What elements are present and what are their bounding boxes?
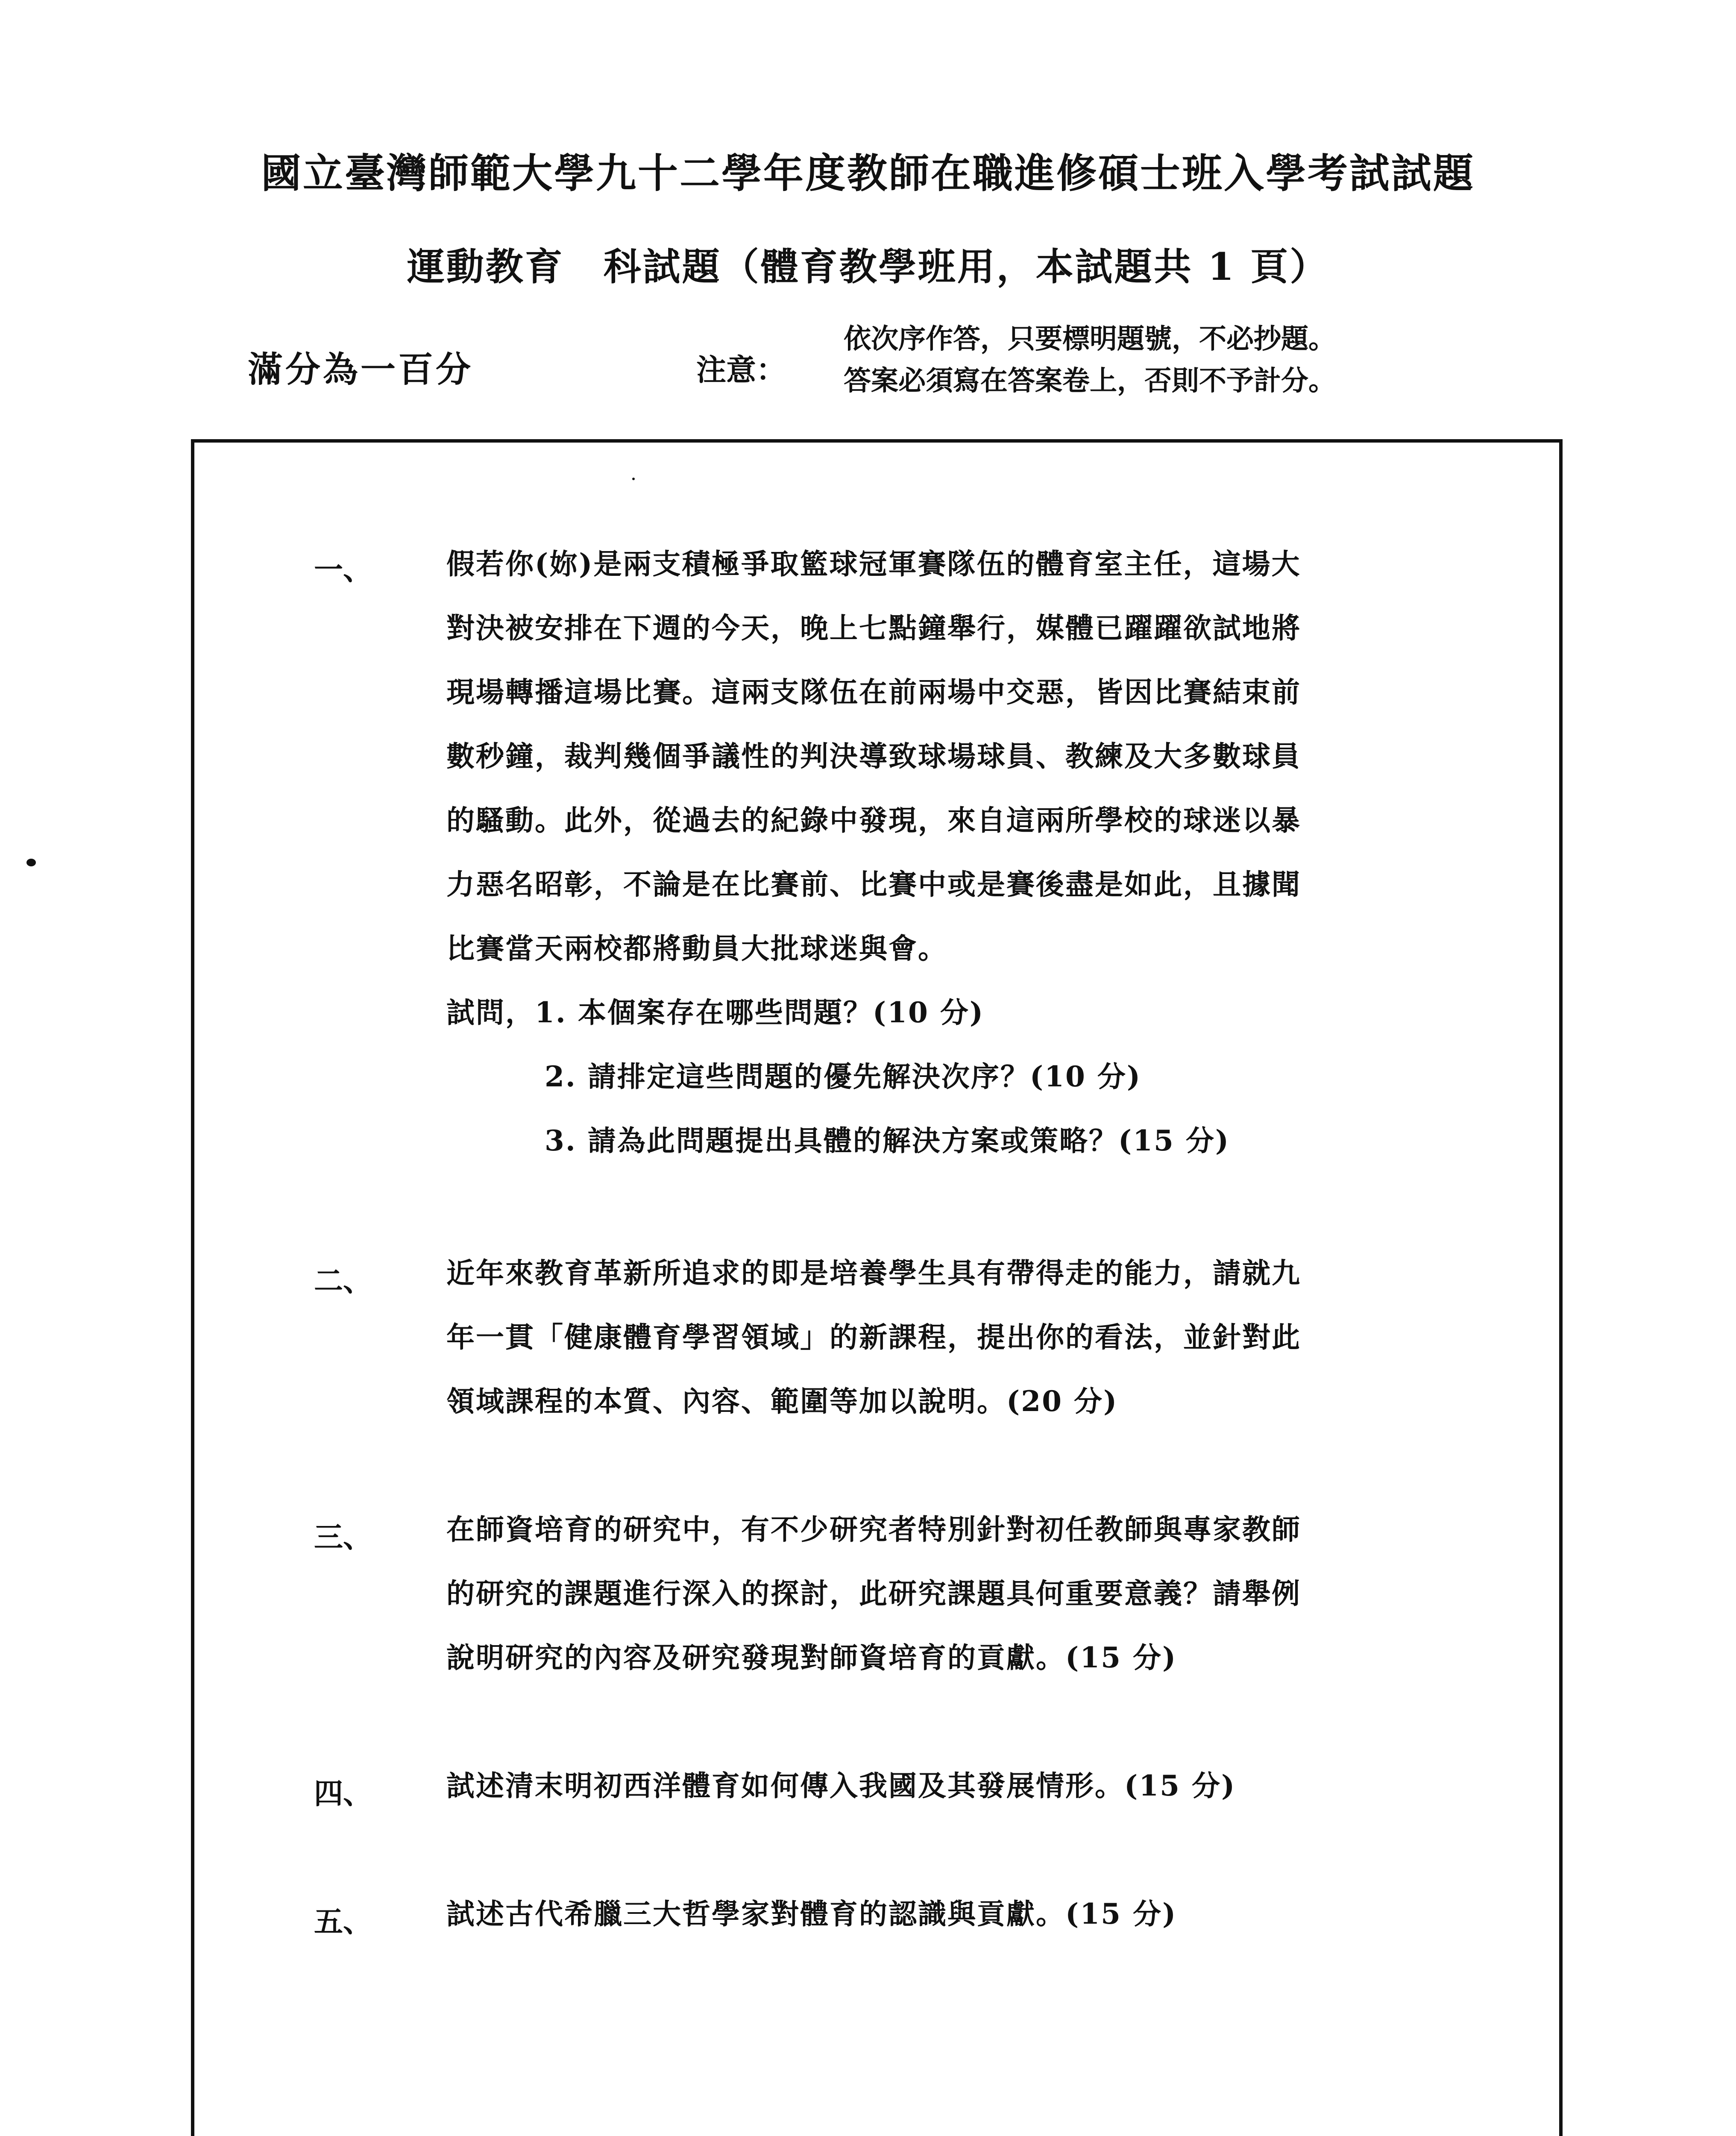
question-line: 的研究的課題進行深入的探討，此研究課題具何重要意義？請舉例: [446, 1577, 1301, 1610]
notice-line: 依次序作答，只要標明題號，不必抄題。: [844, 323, 1336, 355]
sub-item: 2. 請排定這些問題的優先解決次序？(10 分): [545, 1060, 1142, 1093]
question-line: 力惡名昭彰，不論是在比賽前、比賽中或是賽後盡是如此，且據聞: [446, 868, 1301, 901]
question-line: 對決被安排在下週的今天，晚上七點鐘舉行，媒體已躍躍欲試地將: [446, 611, 1301, 645]
question-line: 在師資培育的研究中，有不少研究者特別針對初任教師與專家教師: [446, 1513, 1301, 1546]
question-2-text: [446, 1241, 1301, 1433]
question-line: 現場轉播這場比賽。這兩支隊伍在前兩場中交惡，皆因比賽結束前: [446, 675, 1301, 709]
question-2-number: 二、: [314, 1264, 372, 1298]
notice-label: 注意：: [696, 352, 786, 387]
scan-speck: [26, 859, 36, 866]
question-3-text: [446, 1497, 1301, 1690]
question-line: 說明研究的內容及研究發現對師資培育的貢獻。(15 分): [446, 1641, 1177, 1674]
sub-item: 試問，1. 本個案存在哪些問題？(10 分): [446, 996, 985, 1029]
question-4-number: 四、: [314, 1777, 372, 1811]
full-score-label: 滿分為一百分: [248, 349, 474, 390]
question-4-text: [446, 1754, 1236, 1818]
notice-text: [844, 318, 1336, 402]
question-line: 試述清末明初西洋體育如何傳入我國及其發展情形。(15 分): [446, 1769, 1236, 1802]
question-1-subitems-cont: [545, 1045, 1230, 1173]
question-1-text: [446, 532, 1301, 980]
question-line: 試述古代希臘三大哲學家對體育的認識與貢獻。(15 分): [446, 1897, 1177, 1931]
question-1-subitems: [446, 980, 984, 1045]
question-1-number: 一、: [314, 553, 372, 587]
question-line: 數秒鐘，裁判幾個爭議性的判決導致球場球員、教練及大多數球員: [446, 739, 1301, 773]
question-line: 比賽當天兩校都將動員大批球迷與會。: [446, 932, 947, 965]
question-5-number: 五、: [314, 1905, 372, 1939]
question-line: 近年來教育革新所追求的即是培養學生具有帶得走的能力，請就九: [446, 1256, 1301, 1290]
page-subtitle: 運動教育 科試題（體育教學班用，本試題共 1 頁）: [407, 244, 1329, 289]
question-line: 的騷動。此外，從過去的紀錄中發現，來自這兩所學校的球迷以暴: [446, 804, 1301, 837]
page-title: 國立臺灣師範大學九十二學年度教師在職進修碩士班入學考試試題: [261, 150, 1475, 197]
question-line: 領域課程的本質、內容、範圍等加以說明。(20 分): [446, 1385, 1118, 1418]
question-3-number: 三、: [314, 1520, 372, 1555]
notice-line: 答案必須寫在答案卷上，否則不予計分。: [844, 365, 1336, 397]
question-line: 年一貫「健康體育學習領域」的新課程，提出你的看法，並針對此: [446, 1320, 1301, 1354]
scan-speck: [632, 478, 635, 480]
question-line: 假若你(妳)是兩支積極爭取籃球冠軍賽隊伍的體育室主任，這場大: [446, 547, 1301, 581]
sub-item: 3. 請為此問題提出具體的解決方案或策略？(15 分): [545, 1124, 1230, 1157]
question-5-text: [446, 1882, 1177, 1946]
